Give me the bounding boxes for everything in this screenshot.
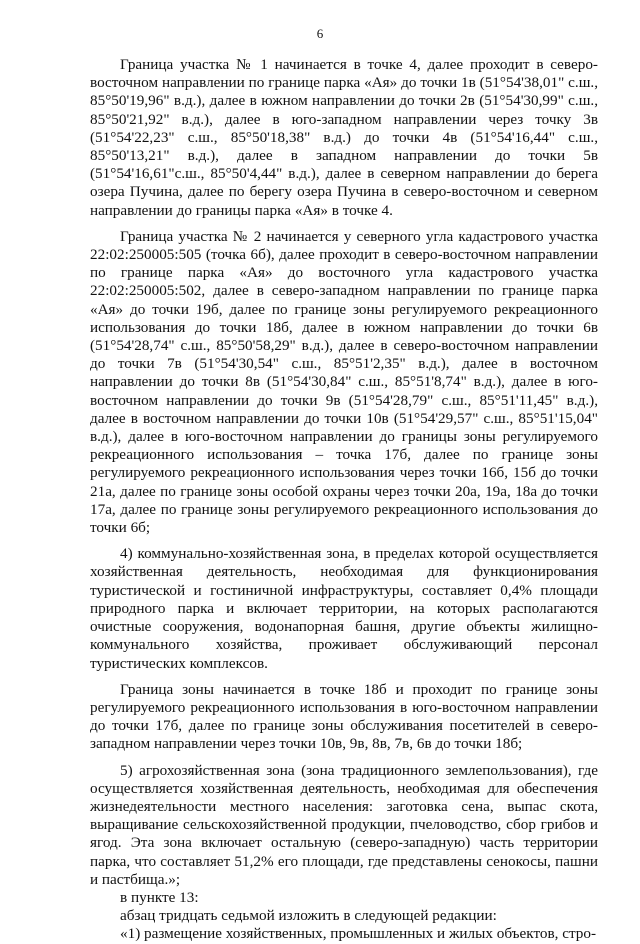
page-number: 6 bbox=[316, 26, 324, 41]
paragraph-utility-zone-boundary: Граница зоны начинается в точке 18б и проходит по границе зоны регулируемого рекреационного использования в юго-восточном направлении до точки 17б, далее по границе зоны обслуживания посетителей в северо-западном направлении через точки 10в, 9в, 8в, 7в, 6в до точки 18б; bbox=[90, 680, 598, 753]
paragraph-agricultural-zone: 5) агрохозяйственная зона (зона традиционного землепользования), где осуществляется хозяйственная деятельность, необходимая для обеспечения жизнедеятельности местного населения: заготовка сена, выпас скота, выращивание сельскохозяйственной продукции, пчеловодство, сбор грибов и ягод. Эта зона включает остальную (северо-западную) часть территории парка, что составляет 51,2% его площади, где представлены сенокосы, пашни и пастбища.»; bbox=[90, 761, 598, 888]
paragraph-plot-2-boundary: Граница участка № 2 начинается у северного угла кадастрового участка 22:02:250005:505 (точка 6б), далее проходит в северо-восточном направлении по границе парка «Ая» до восточного угла кадастрового участка 22:02:250005:502, далее в северо-западном направлении по границе парка «Ая» до точки 19б, далее по границе зоны регулируемого рекреационного использования до точки 18б, далее в южном направлении до точки 6в (51°54'28,74" с.ш., 85°50'58,29" в.д.), далее в северо-восточном направлении до точки 7в (51°54'30,54" с.ш., 85°51'2,35" в.д.), далее в восточном направлении до точки 8в (51°54'30,84" с.ш., 85°51'8,74" в.д.), далее в юго-восточном направлении до точки 9в (51°54'28,79" с.ш., 85°51'11,45" в.д.), далее в восточном направлении до точки 10в (51°54'29,57" с.ш., 85°51'15,04" в.д.), далее в юго-восточном направлении до границы зоны регулируемого рекреационного использования – точка 17б, далее по границе зоны регулируемого рекреационного использования через точки 16б, 15б до точки 21а, далее по границе зоны особой охраны через точки 20а, 19а, 18а до точки 17а, далее по границе зоны регулируемого рекреационного использования до точки 6б; bbox=[90, 227, 598, 537]
paragraph-plot-1-boundary: Граница участка № 1 начинается в точке 4, далее проходит в северо-восточном направлении по границе парка «Ая» до точки 1в (51°54'38,01" с.ш., 85°50'19,96" в.д.), далее в южном направлении до точки 2в (51°54'30,99" с.ш., 85°50'21,92" в.д.), далее в юго-западном направлении через точку 3в (51°54'22,23" с.ш., 85°50'18,38" в.д.) до точки 4в (51°54'16,44" с.ш., 85°50'13,21" в.д.), далее в западном направлении до точки 5в (51°54'16,61"с.ш., 85°50'4,44" в.д.), далее в северном направлении до берега озера Пучина, далее по берегу озера Пучина в северо-восточном и северном направлении до границы парка «Ая» в точке 4. bbox=[90, 56, 598, 219]
document-body bbox=[90, 48, 598, 944]
paragraph-clause-13: в пункте 13: bbox=[120, 888, 199, 906]
paragraph-amendment-instruction: абзац тридцать седьмой изложить в следующей редакции: bbox=[120, 907, 497, 925]
paragraph-amendment-text: «1) размещение хозяйственных, промышленных и жилых объектов, стро- bbox=[120, 925, 597, 943]
paragraph-utility-zone: 4) коммунально-хозяйственная зона, в пределах которой осуществляется хозяйственная деятельность, необходимая для функционирования туристической и гостиничной инфраструктуры, составляет 0,4% площади природного парка и включает территории, на которых располагаются очистные сооружения, водонапорная башня, другие объекты жилищно-коммунального хозяйства, проживает обслуживающий персонал туристических комплексов. bbox=[90, 545, 598, 672]
